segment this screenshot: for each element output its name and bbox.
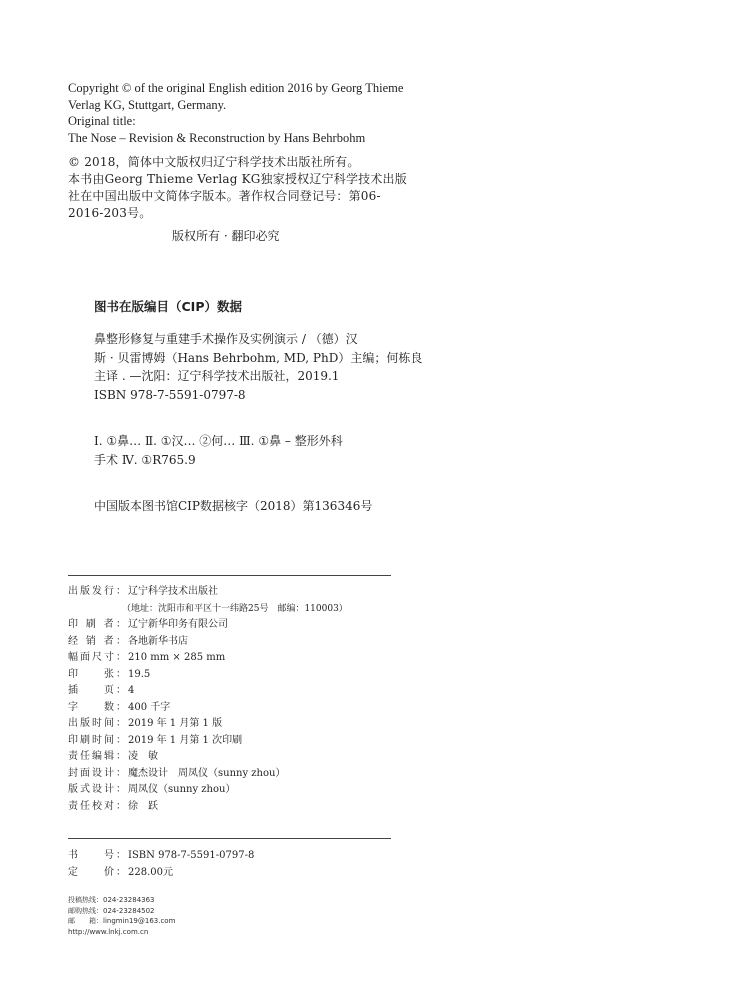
isbn-row: 书 号： ISBN 978-7-5591-0797-8 bbox=[68, 850, 255, 861]
cip-line: 斯 · 贝雷博姆（Hans Behrbohm, MD, PhD）主编；何栋良 bbox=[94, 350, 423, 365]
pub-row-proofreader: 责任校对： 徐 跃 bbox=[68, 800, 158, 812]
copyright-english bbox=[68, 80, 403, 146]
pub-row-editor: 责任编辑： 凌 敏 bbox=[68, 751, 158, 762]
copyright-cn-line: 社在中国出版中文简体字版本。著作权合同登记号：第06- bbox=[68, 189, 381, 203]
cip-record bbox=[94, 330, 422, 404]
copyright-cn-line: 2016-203号。 bbox=[68, 206, 152, 220]
price-row: 定 价： 228.00元 bbox=[68, 866, 173, 878]
copyright-cn-line: 本书由Georg Thieme Verlag KG独家授权辽宁科学技术出版 bbox=[68, 172, 407, 186]
pub-row-layout: 版式设计： 周凤仪（sunny zhou） bbox=[68, 784, 236, 795]
pub-row-printdate: 印刷时间： 2019 年 1 月第 1 次印刷 bbox=[68, 734, 243, 746]
contact-line: 邮购热线：024-23284502 bbox=[68, 906, 155, 915]
cip-line: ISBN 978-7-5591-0797-8 bbox=[94, 387, 246, 402]
copyright-line: The Nose – Revision & Reconstruction by Hans Behrbohm bbox=[68, 130, 366, 145]
cip-line: 主译 . —沈阳：辽宁科学技术出版社，2019.1 bbox=[94, 369, 340, 383]
pub-row-sheets: 印 张： 19.5 bbox=[68, 668, 151, 680]
copyright-chinese bbox=[68, 154, 407, 222]
copyright-line: Verlag KG, Stuttgart, Germany. bbox=[68, 97, 227, 112]
classification-line: Ⅰ. ①鼻… Ⅱ. ①汉… ②何… Ⅲ. ①鼻 – 整形外科 bbox=[94, 434, 343, 448]
divider-top bbox=[68, 575, 391, 576]
cip-heading: 图书在版编目（CIP）数据 bbox=[94, 299, 242, 314]
isbn-block bbox=[68, 848, 254, 881]
copyright-cn-line: © 2018，简体中文版权归辽宁科学技术出版社所有。 bbox=[68, 155, 360, 169]
pub-row-cover: 封面设计： 魔杰设计 周凤仪（sunny zhou） bbox=[68, 767, 286, 779]
pub-row-pubdate: 出版时间： 2019 年 1 月第 1 版 bbox=[68, 718, 223, 729]
copyright-line: Original title: bbox=[68, 114, 136, 128]
contact-line: http://www.lnkj.com.cn bbox=[68, 927, 149, 936]
pub-row-printer: 印 刷 者： 辽宁新华印务有限公司 bbox=[68, 619, 228, 630]
divider-bottom bbox=[68, 838, 391, 839]
pub-row-inserts: 插 页： 4 bbox=[68, 685, 135, 696]
classification-line: 手术 Ⅳ. ①R765.9 bbox=[94, 452, 196, 467]
contact-line: 邮 箱：lingmin19@163.com bbox=[68, 917, 176, 925]
pub-row-publisher: 出版发行： 辽宁科学技术出版社 bbox=[68, 586, 218, 597]
contact-line: 投稿热线：024-23284363 bbox=[68, 896, 155, 904]
copyright-line: Copyright © of the original English edition 2016 by Georg Thieme bbox=[68, 81, 404, 95]
pub-row-wordcount: 字 数： 400 千字 bbox=[68, 701, 171, 713]
pub-row-address: （地址：沈阳市和平区十一纬路25号 邮编：110003） bbox=[122, 603, 348, 614]
classification bbox=[94, 432, 343, 469]
rights-reserved: 版权所有 · 翻印必究 bbox=[172, 229, 280, 243]
pub-row-size: 幅面尺寸： 210 mm × 285 mm bbox=[68, 652, 226, 663]
pub-row-distributor: 经 销 者： 各地新华书店 bbox=[68, 635, 188, 647]
publication-info bbox=[68, 584, 348, 815]
contact-info bbox=[68, 895, 175, 937]
cip-line: 鼻整形修复与重建手术操作及实例演示 / （德）汉 bbox=[94, 332, 358, 346]
cip-number: 中国版本图书馆CIP数据核字（2018）第136346号 bbox=[94, 499, 373, 513]
